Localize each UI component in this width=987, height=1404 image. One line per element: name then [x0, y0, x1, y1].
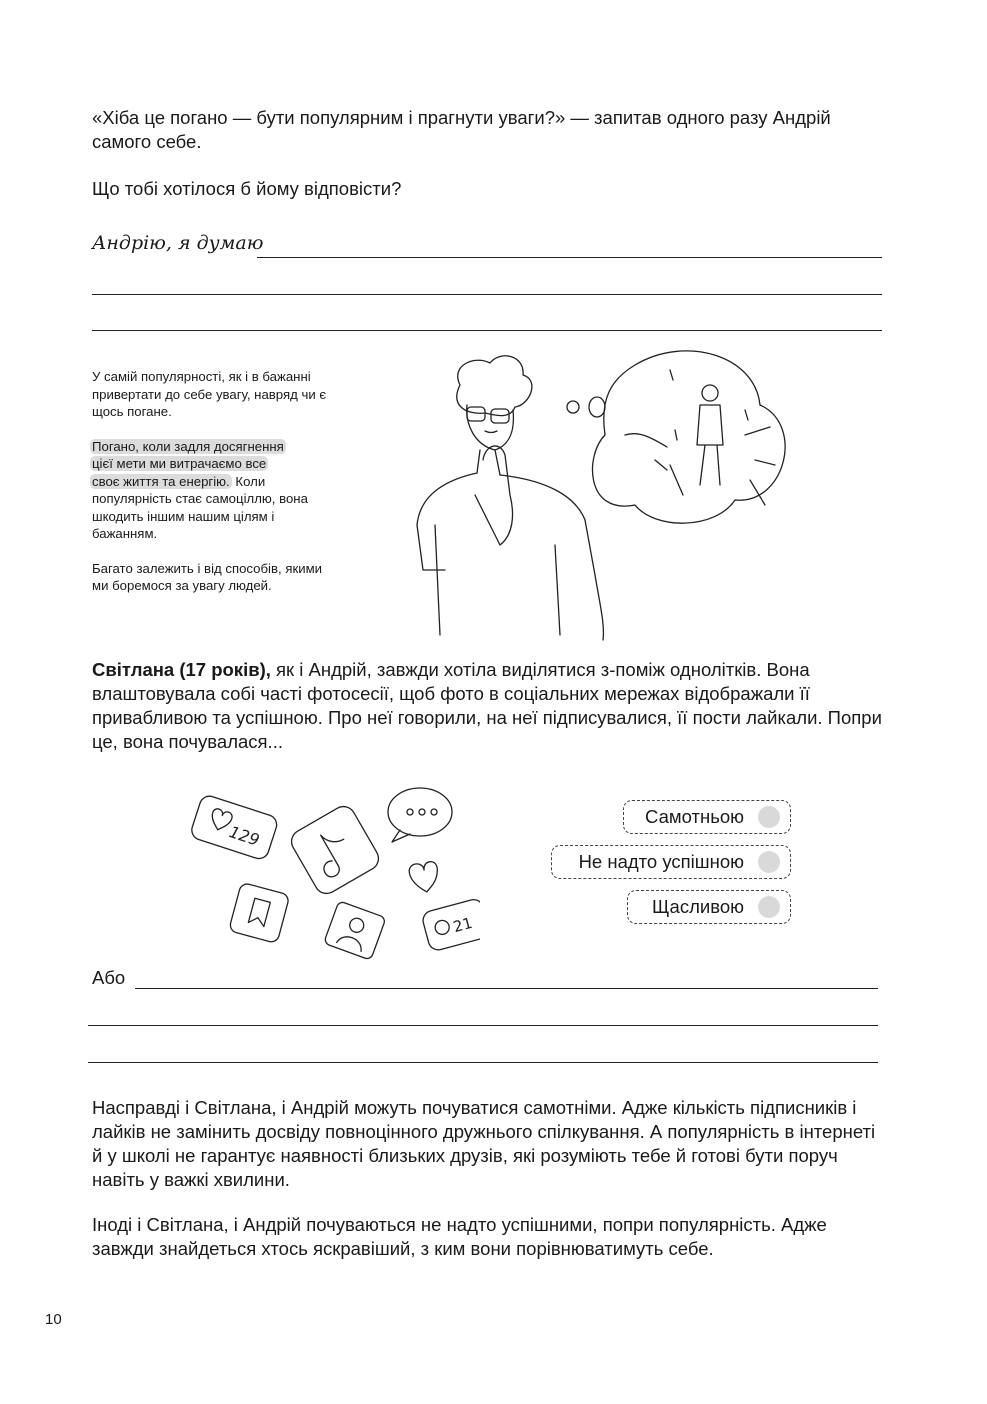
likes-count: 129 [226, 822, 262, 850]
highlight-line: цієї мети ми витрачаємо все [92, 456, 267, 471]
option-label: Не надто успішною [578, 851, 744, 872]
tiktok-icon [287, 802, 383, 898]
option-happy[interactable] [627, 890, 791, 924]
or-answer-line-3[interactable] [88, 1062, 878, 1063]
sidebar-para-3: Багато залежить і від способів, якими ми боремося за увагу людей. [92, 560, 323, 593]
conclusion-para-2: Іноді і Світлана, і Андрій почуваються не надто успішними, попри популярність. Адже завжди знайдеться хтось яскравіший, з ким вони порівнюватимуть себе. [92, 1214, 827, 1259]
conclusion-para-1: Насправді і Світлана, і Андрій можуть почуватися самотніми. Адже кількість підписників і лайків не замінить досвіду повноцінного дружнього спілкування. А популярність в інтернеті й у школі не гарантує наявності близьких друзів, які розуміють тебе й готові бути поруч навіть у важкі хвилини. [92, 1097, 876, 1190]
sidebar-para-1: У самій популярності, як і в бажанні привертати до себе увагу, навряд чи є щось погане. [92, 369, 327, 419]
story-text: як і Андрій, завжди хотіла виділятися з-поміж однолітків. Вона влаштовувала собі часті фотосесії, щоб фото в соціальних мережах відображали її привабливою та успішною. Про неї говорили, на неї підписувалися, її пости лайкали. Попри це, вона почувалася... [92, 659, 882, 752]
thinking-person-illustration [405, 345, 815, 645]
andriy-quote: «Хіба це погано — бути популярним і прагнути уваги?» — запитав одного разу Андрій самого себе. [92, 107, 831, 152]
comments-count: 21 [451, 913, 475, 937]
or-answer-line-2[interactable] [88, 1025, 878, 1026]
highlight-line: своє життя та енергію. [92, 473, 230, 489]
option-not-successful[interactable] [551, 845, 791, 879]
answer-line-1[interactable] [257, 257, 882, 258]
highlight-line: Погано, коли задля досягнення [92, 438, 284, 454]
answer-prompt: Що тобі хотілося б йому відповісти? [92, 178, 402, 199]
or-answer-line-1[interactable] [135, 988, 878, 989]
option-lonely[interactable] [623, 800, 791, 834]
page-number: 10 [45, 1311, 62, 1328]
like-counter-icon [189, 794, 279, 862]
answer-line-3[interactable] [92, 330, 882, 331]
sidebar-para-2 [92, 438, 332, 543]
comment-counter-icon [421, 897, 480, 952]
sidebar-para-2-rest: Коли популярність стає самоціллю, вона шкодить іншим нашим цілям і бажанням. [92, 473, 308, 541]
option-radio[interactable] [758, 806, 780, 828]
story-name: Світлана (17 років), [92, 659, 271, 680]
option-radio[interactable] [758, 896, 780, 918]
option-radio[interactable] [758, 851, 780, 873]
chat-bubble-icon [388, 788, 452, 842]
sidebar-note [92, 368, 332, 595]
option-label: Самотньою [645, 806, 744, 827]
or-label: Або [92, 967, 126, 988]
social-media-icons-illustration [180, 780, 480, 960]
profile-icon [324, 901, 386, 960]
answer-line-2[interactable] [92, 294, 882, 295]
handwritten-answer-start: Андрію, я думаю [92, 232, 264, 254]
svitlana-story [92, 658, 887, 754]
heart-icon [408, 860, 441, 894]
option-label: Щасливою [651, 896, 744, 917]
bookmark-icon [229, 882, 290, 943]
